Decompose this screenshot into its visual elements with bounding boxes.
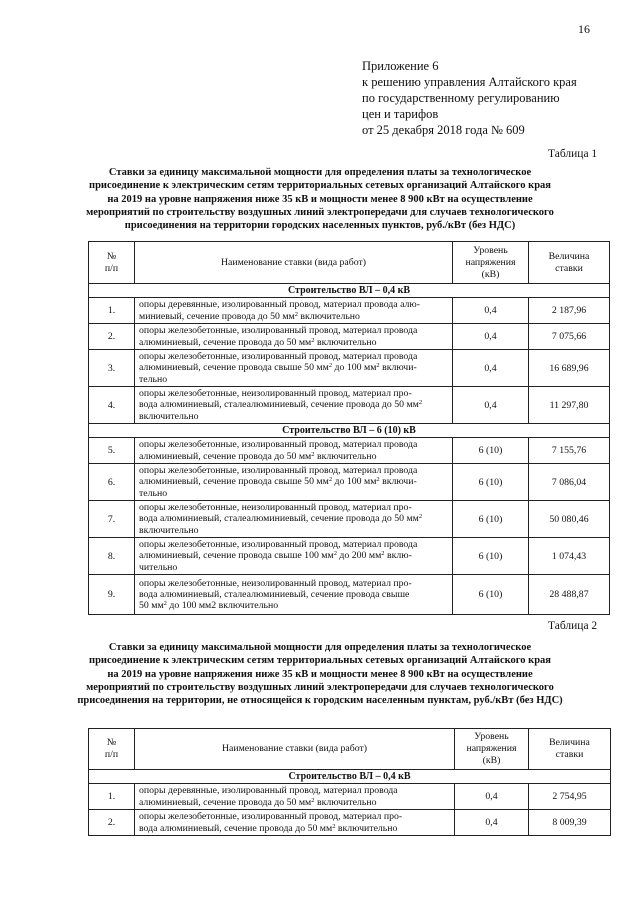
table-row: 4. опоры железобетонные, неизолированный провод, материал про- вода алюминиевый, сталеалюминиевый, сечение провода до 50 $мм^2$ включительно 0,4 11 297,80 [89,387,610,424]
table-row: 2. опоры железобетонные, изолированный провод, материал про- вода алюминиевый, сечение провода до 50 $мм^2$ включительно 0,4 8 009,39 [89,810,611,836]
table2 [88,728,611,836]
table-row: 1. опоры деревянные, изолированный провод, материал провода алюминиевый, сечение провода до 50 $мм^2$ включительно 0,4 2 754,95 [89,784,611,810]
table1-label: Таблица 1 [548,148,598,160]
appendix-line: цен и тарифов [362,107,439,121]
section-title: Строительство ВЛ – 6 (10) кВ [89,424,610,438]
header-name: Наименование ставки (вида работ) [135,242,453,284]
table-row: 8. опоры железобетонные, изолированный провод, материал провода алюминиевый, сечение провода свыше 100 $мм^2$ до 200 $мм^2$ вклю- чительно 6 (10) 1 074,43 [89,538,610,575]
table1-heading: Ставки за единицу максимальной мощности для определения платы за технологическое присоединение к электрическим сетям территориальных сетевых организаций Алтайского края на 2019 на уровне напряжения ниже 35 кВ и мощности менее 8 900 кВт на осуществление мероприятий по строительству воздушных линий электропередачи для случаев технологического присоединения на территории городских населенных пунктов, руб./кВт (без НДС) [86,167,554,232]
appendix-line: к решению управления Алтайского края [362,75,577,89]
table1 [88,241,610,615]
header-num: № п/п [89,729,135,770]
header-rate: Величина ставки [529,242,610,284]
section-title: Строительство ВЛ – 0,4 кВ [89,284,610,298]
header-name: Наименование ставки (вида работ) [135,729,455,770]
table-header-row [89,242,610,284]
table-header-row [89,729,611,770]
page-number: 16 [578,22,590,36]
header-voltage: Уровень напряжения (кВ) [455,729,529,770]
table-row: 9. опоры железобетонные, неизолированный провод, материал про- вода алюминиевый, сталеалюминиевый, сечение провода свыше 50 $мм^2$ до 100 мм2 включительно 6 (10) 28 488,87 [89,575,610,615]
header-num: № п/п [89,242,135,284]
table-row: 5. опоры железобетонные, изолированный провод, материал провода алюминиевый, сечение провода до 50 $мм^2$ включительно 6 (10) 7 155,76 [89,438,610,464]
appendix-line: от 25 декабря 2018 года № 609 [362,123,525,137]
table-row: 1. опоры деревянные, изолированный провод, материал провода алю- миниевый, сечение провода до 50 $мм^2$ включительно 0,4 2 187,96 [89,298,610,324]
section-title: Строительство ВЛ – 0,4 кВ [89,770,611,784]
table-row: 3. опоры железобетонные, изолированный провод, материал провода алюминиевый, сечение провода свыше 50 $мм^2$ до 100 $мм^2$ включи- тельно 0,4 16 689,96 [89,350,610,387]
appendix-line: Приложение 6 [362,59,439,73]
header-voltage: Уровень напряжения (кВ) [453,242,529,284]
table-row: 6. опоры железобетонные, изолированный провод, материал провода алюминиевый, сечение провода свыше 50 $мм^2$ до 100 $мм^2$ включи- тельно 6 (10) 7 086,04 [89,464,610,501]
table-row: 7. опоры железобетонные, неизолированный провод, материал про- вода алюминиевый, сталеалюминиевый, сечение провода до 50 $мм^2$ включительно 6 (10) 50 080,46 [89,501,610,538]
table2-label: Таблица 2 [548,620,598,632]
appendix-block [362,58,622,138]
appendix-line: по государственному регулированию [362,91,560,105]
table2-heading: Ставки за единицу максимальной мощности для определения платы за технологическое присоединение к электрическим сетям территориальных сетевых организаций Алтайского края на 2019 на уровне напряжения ниже 35 кВ и мощности менее 8 900 кВт на осуществление мероприятий по строительству воздушных линий электропередачи для случаев технологического присоединения на территории, не относящейся к городским населенным пунктам, руб./кВт (без НДС) [77,642,563,707]
table-row: 2. опоры железобетонные, изолированный провод, материал провода алюминиевый, сечение провода до 50 $мм^2$ включительно 0,4 7 075,66 [89,324,610,350]
header-rate: Величина ставки [529,729,611,770]
